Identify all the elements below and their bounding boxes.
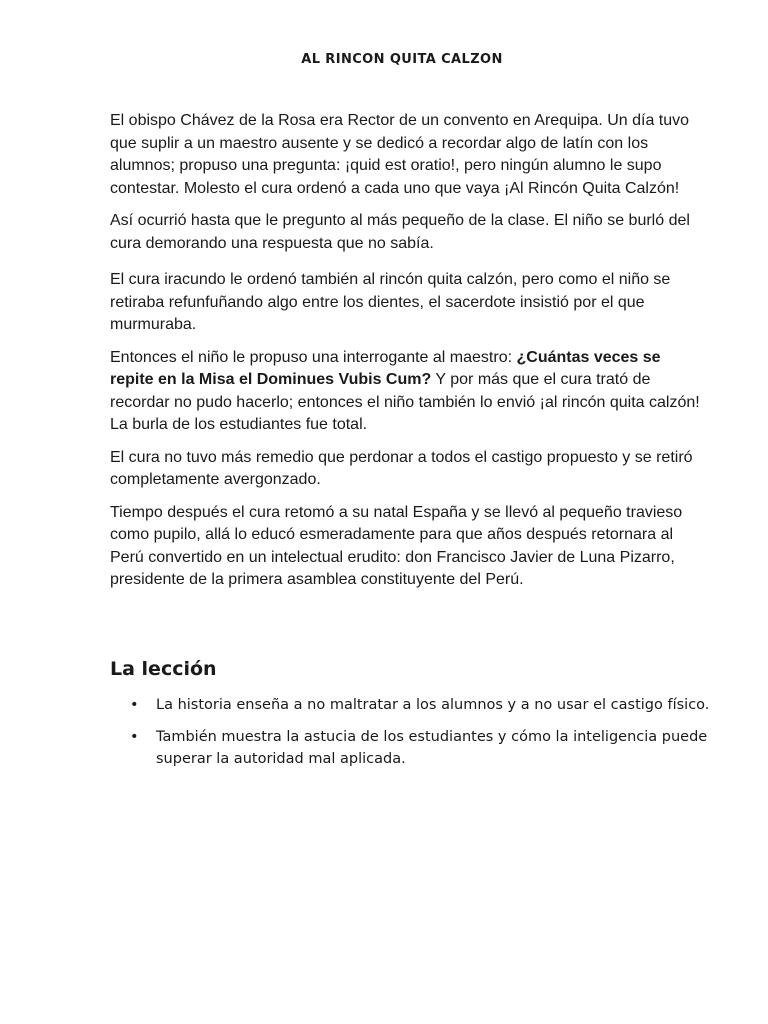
story-paragraph-3: El cura iracundo le ordenó también al rincón quita calzón, pero como el niño se retiraba refunfuñando algo entre los dientes, el sacerdote insistió por el que murmuraba. bbox=[110, 271, 671, 333]
paragraph-4-intro: Entonces el niño le propuso una interrogante al maestro: bbox=[110, 348, 517, 366]
document-title: AL RINCON QUITA CALZON bbox=[301, 52, 503, 67]
paragraph-4-ending: Y por más que el cura trató de recordar no pudo hacerlo; entonces el niño también lo envió ¡al rincón quita calzón! La burla de los estudiantes fue total. bbox=[110, 371, 700, 433]
lesson-item bbox=[110, 694, 710, 716]
lesson-item bbox=[110, 726, 710, 770]
bullet-icon: • bbox=[130, 729, 139, 745]
lesson-heading: La lección bbox=[110, 658, 217, 680]
story-paragraph-6: Tiempo después el cura retomó a su natal España y se llevó al pequeño travieso como pupilo, allá lo educó esmeradamente para que años después retornara al Perú convertido en un intelectual erudito: don Francisco Javier de Luna Pizarro, presidente de la primera asamblea constituyente del Perú. bbox=[110, 503, 683, 588]
story-paragraph-5: El cura no tuvo más remedio que perdonar a todos el castigo propuesto y se retiró completamente avergonzado. bbox=[110, 448, 693, 488]
lesson-item-text: La historia enseña a no maltratar a los alumnos y a no usar el castigo físico. bbox=[156, 697, 710, 713]
bullet-icon: • bbox=[130, 697, 139, 713]
riddle-question: ¿Cuántas veces se repite en la Misa el Dominues Vubis Cum? bbox=[110, 348, 661, 388]
story-paragraph-1: El obispo Chávez de la Rosa era Rector de un convento en Arequipa. Un día tuvo que suplir a un maestro ausente y se dedicó a recordar algo de latín con los alumnos; propuso una pregunta: ¡quid est oratio!, pero ningún alumno le supo contestar. Molesto el cura ordenó a cada uno que vaya ¡Al Rincón Quita Calzón! bbox=[110, 112, 690, 197]
lesson-item-text: También muestra la astucia de los estudiantes y cómo la inteligencia puede superar la autoridad mal aplicada. bbox=[156, 729, 708, 767]
story-body bbox=[110, 110, 700, 602]
lesson-list bbox=[110, 694, 710, 780]
story-paragraph-2: Así ocurrió hasta que le pregunto al más pequeño de la clase. El niño se burló del cura demorando una respuesta que no sabía. bbox=[110, 212, 690, 252]
story-paragraph-4 bbox=[110, 347, 700, 437]
